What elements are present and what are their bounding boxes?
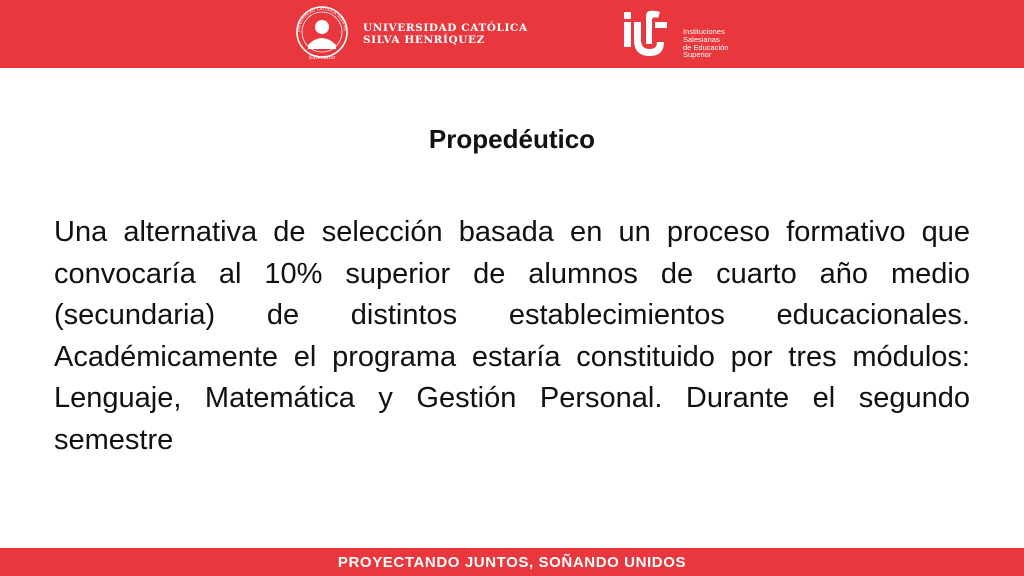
university-name-line2: SILVA HENRÍQUEZ — [363, 34, 485, 46]
slide-title: Propedéutico — [428, 124, 596, 154]
ies-name — [683, 28, 728, 59]
ies-name-line: Superior — [683, 50, 712, 60]
seal-ring-text: UNIVERSIDAD CATÓLICA SILVA HE — [295, 5, 349, 33]
university-name-line1: UNIVERSIDAD CATÓLICA — [363, 22, 528, 34]
university-seal-logo — [288, 5, 360, 63]
slide-body-text: Una alternativa de selección basada en un proceso formativo que convocaría al 10% superior de alumnos de cuarto año medio (secundaria) de distintos establecimientos educacionales. Académicamente el programa estaría constituido por tres módulos: Lenguaje, Matemática y Gestión Personal. Durante el segundo semestre — [54, 216, 970, 456]
footer-bar — [0, 548, 1024, 576]
header-bar — [0, 0, 1024, 68]
ies-name-line: de Educación — [683, 42, 729, 52]
ies-logo-icon — [620, 10, 676, 60]
ies-name-line: Instituciones — [683, 27, 725, 36]
ies-name-line: Salesianas — [683, 34, 720, 44]
footer-slogan: PROYECTANDO JUNTOS, SOÑANDO UNIDOS — [337, 553, 687, 571]
university-name — [363, 22, 528, 46]
seal-bottom-text: Salesiana — [308, 55, 336, 61]
